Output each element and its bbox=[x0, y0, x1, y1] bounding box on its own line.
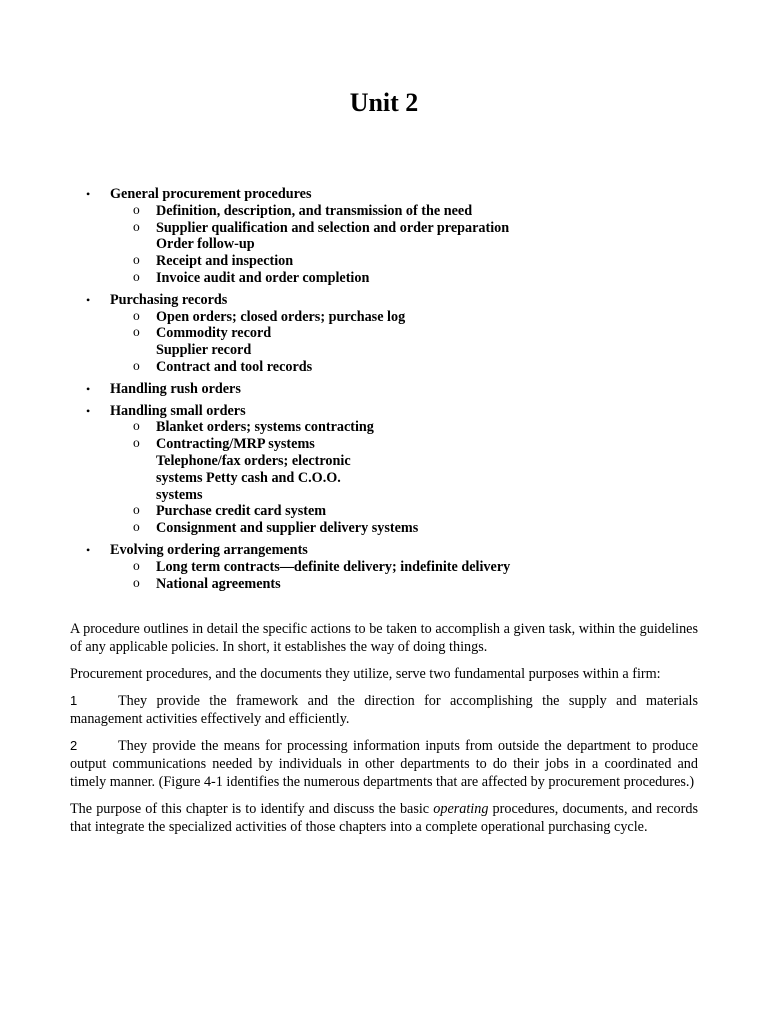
body-text bbox=[70, 620, 698, 845]
sub-bullet-marker: o bbox=[133, 418, 140, 434]
outline-section bbox=[0, 542, 768, 592]
section-label: Handling rush orders bbox=[110, 380, 241, 397]
outline-item bbox=[0, 203, 556, 220]
bullet-marker: • bbox=[86, 292, 91, 307]
outline-item bbox=[0, 419, 556, 436]
outline-item bbox=[0, 503, 556, 520]
sub-bullet-marker: o bbox=[133, 307, 140, 323]
section-label: General procurement procedures bbox=[110, 186, 312, 202]
emphasized-word: operating bbox=[433, 801, 489, 817]
chapter-purpose-text-start: The purpose of this chapter is to identify and discuss the basic bbox=[70, 801, 434, 817]
outline-section-heading bbox=[0, 381, 768, 398]
outline-item-text: Invoice audit and order completion bbox=[156, 269, 370, 286]
outline-item-text: Commodity record bbox=[156, 325, 272, 342]
page-title: Unit 2 bbox=[349, 88, 419, 117]
outline-section bbox=[0, 403, 768, 537]
outline-section-heading bbox=[0, 403, 768, 420]
outline-item-text: Long term contracts—definite delivery; indefinite delivery bbox=[156, 558, 511, 575]
numbered-paragraph-text: They provide the means for processing information inputs from outside the department to produce output communications needed by individuals in other departments to do their jobs in a coordinated and timely manner. (Figure 4-1 identifies the numerous departments that are affected by procurement procedures.) bbox=[70, 738, 698, 790]
outline-item bbox=[0, 309, 556, 326]
bullet-marker: • bbox=[86, 542, 91, 557]
sub-bullet-marker: o bbox=[133, 502, 140, 518]
paragraph-number: 2 bbox=[70, 738, 78, 753]
numbered-paragraph-1 bbox=[70, 692, 698, 728]
outline-section-heading bbox=[0, 186, 768, 203]
outline-item-text: Open orders; closed orders; purchase log bbox=[156, 308, 406, 325]
outline-item-text: National agreements bbox=[156, 575, 281, 592]
outline-item bbox=[0, 220, 556, 237]
sub-bullet-marker: o bbox=[133, 268, 140, 284]
outline-item bbox=[0, 436, 556, 453]
sub-bullet-marker: o bbox=[133, 519, 140, 535]
outline-item-text: Definition, description, and transmission of the need bbox=[156, 202, 473, 219]
outline-item-text: Contract and tool records bbox=[156, 358, 313, 375]
outline-item bbox=[0, 253, 556, 270]
section-label: Evolving ordering arrangements bbox=[110, 541, 308, 558]
sub-bullet-marker: o bbox=[133, 435, 140, 451]
outline-item-text: Supplier record bbox=[156, 342, 252, 359]
paragraph-procedure-definition: A procedure outlines in detail the specific actions to be taken to accomplish a given task, within the guidelines of any applicable policies. In short, it establishes the way of doing things. bbox=[70, 621, 698, 655]
outline-section-heading bbox=[0, 292, 768, 309]
outline-section bbox=[0, 186, 768, 287]
sub-bullet-marker: o bbox=[133, 218, 140, 234]
sub-bullet-marker: o bbox=[133, 357, 140, 373]
section-label: Handling small orders bbox=[110, 402, 246, 419]
sub-bullet-marker: o bbox=[133, 557, 140, 573]
outline-item bbox=[0, 576, 556, 593]
outline-item-text: Consignment and supplier delivery systems bbox=[156, 520, 419, 537]
outline-item-text: Contracting/MRP systems bbox=[156, 436, 315, 453]
outline-item bbox=[0, 342, 556, 359]
outline-item-text: Blanket orders; systems contracting bbox=[156, 419, 374, 436]
bullet-marker: • bbox=[86, 381, 91, 396]
paragraph-chapter-purpose bbox=[70, 800, 698, 836]
outline-item bbox=[0, 520, 556, 537]
outline-item-text: Order follow-up bbox=[156, 236, 255, 253]
paragraph-procurement-purposes: Procurement procedures, and the documents they utilize, serve two fundamental purposes within a firm: bbox=[70, 666, 661, 682]
outline-item-text: Telephone/fax orders; electronic systems Petty cash and C.O.O. systems bbox=[156, 452, 351, 503]
sub-bullet-marker: o bbox=[133, 252, 140, 268]
outline-item-text: Receipt and inspection bbox=[156, 253, 294, 270]
outline-item-text: Supplier qualification and selection and order preparation bbox=[156, 219, 510, 236]
bullet-marker: • bbox=[86, 403, 91, 418]
topic-outline bbox=[0, 186, 768, 597]
paragraph-number: 1 bbox=[70, 693, 78, 708]
outline-item bbox=[0, 325, 556, 342]
sub-bullet-marker: o bbox=[133, 324, 140, 340]
numbered-paragraph-text: They provide the framework and the direction for accomplishing the supply and materials management activities effectively and efficiently. bbox=[70, 693, 698, 727]
chapter-purpose-text-end: procedures, documents, and records that integrate the specialized activities of those chapters into a complete operational purchasing cycle. bbox=[70, 801, 698, 835]
outline-item bbox=[0, 453, 386, 503]
outline-item bbox=[0, 559, 556, 576]
section-label: Purchasing records bbox=[110, 291, 228, 308]
outline-section-heading bbox=[0, 542, 768, 559]
outline-item bbox=[0, 359, 556, 376]
outline-item bbox=[0, 270, 556, 287]
outline-section bbox=[0, 381, 768, 398]
outline-item-text: Purchase credit card system bbox=[156, 503, 327, 520]
sub-bullet-marker: o bbox=[133, 574, 140, 590]
outline-item bbox=[0, 236, 556, 253]
outline-section bbox=[0, 292, 768, 376]
numbered-paragraph-2 bbox=[70, 737, 698, 791]
bullet-marker: • bbox=[86, 187, 91, 201]
sub-bullet-marker: o bbox=[133, 201, 140, 217]
